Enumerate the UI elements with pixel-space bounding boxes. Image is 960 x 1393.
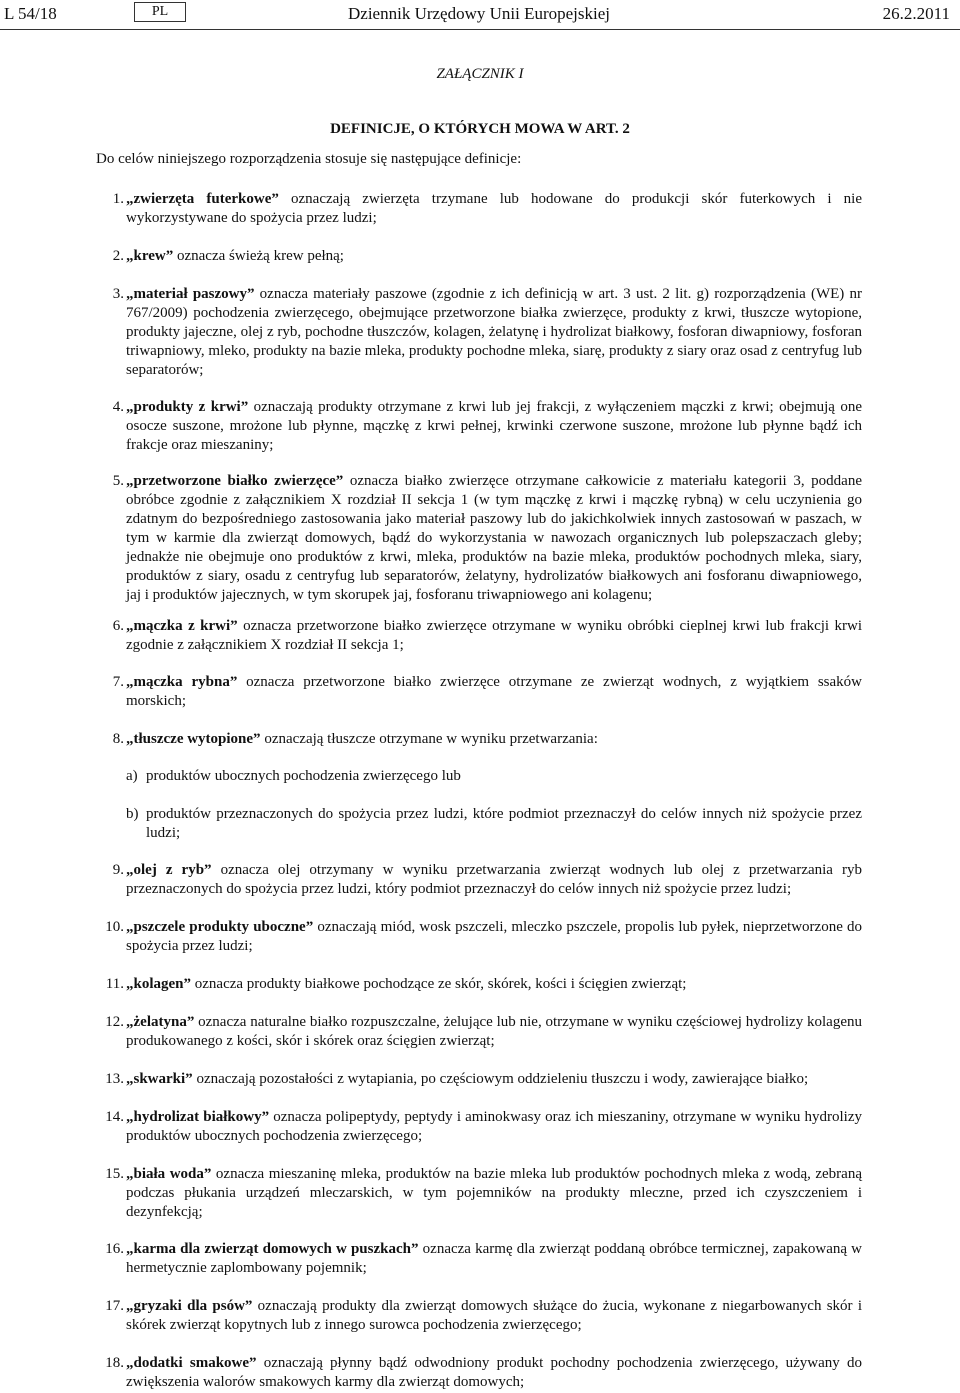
annex-heading: ZAŁĄCZNIK I	[436, 66, 524, 82]
defined-term: „materiał paszowy”	[126, 286, 255, 302]
definition-text: oznaczają miód, wosk pszczeli, mleczko pszczele, propolis lub pyłek, nieprzetworzone do spożycia przez ludzi;	[126, 919, 862, 954]
sub-item-letter: b)	[126, 806, 139, 822]
item-number: 14.	[105, 1109, 124, 1125]
item-number: 8.	[112, 731, 124, 747]
item-body	[126, 1297, 862, 1335]
definition-item	[96, 1070, 862, 1089]
defined-term: „kolagen”	[126, 976, 192, 992]
item-number: 15.	[105, 1166, 124, 1182]
definition-text: oznacza świeżą krew pełną;	[173, 248, 344, 264]
definition-item	[96, 398, 862, 455]
item-number: 3.	[112, 286, 124, 302]
sub-item	[126, 805, 862, 843]
item-number: 13.	[105, 1071, 124, 1087]
definition-text: oznacza białko zwierzęce otrzymane całkowicie z materiału kategorii 3, poddane obróbce zgodnie z załącznikiem X rozdział II sekcja 1 (w tym mączkę z krwi i mączkę rybną) w celu uczynienia go zdatnym do bezpośredniego zastosowania jako materiał paszowy lub do jakichkolwiek innych zastosowań w paszach, w tym w karmie dla zwierząt domowych, bądź do wykorzystania w nawozach organicznych lub polepszaczach gleby; jednakże nie obejmuje ono produktów z krwi, mleka, produktów na bazie mleka, produktów pochodnych mleka, siary, produktów z siary, osadu z centryfug lub separatorów, żelatyny, hydrolizatów białkowych ani fosforanu diwapniowego, jaj i produktów jajecznych, w tym skorupek jaj, fosforanu triwapniowego ani kolagenu;	[126, 473, 862, 603]
definition-item	[96, 673, 862, 711]
item-body	[126, 190, 862, 228]
defined-term: „skwarki”	[126, 1071, 193, 1087]
item-body	[126, 398, 862, 455]
definition-text: oznaczają pozostałości z wytapiania, po częściowym oddzieleniu tłuszczu i wody, zawierające białko;	[192, 1071, 809, 1087]
item-body	[126, 1240, 862, 1278]
page-header	[0, 0, 960, 30]
definition-item	[96, 975, 862, 994]
definition-item	[96, 285, 862, 380]
definition-item	[96, 730, 862, 749]
definition-text: oznacza produkty białkowe pochodzące ze skór, skórek, kości i ścięgien zwierząt;	[191, 976, 687, 992]
definition-text: oznaczają tłuszcze otrzymane w wyniku przetwarzania:	[260, 731, 598, 747]
journal-title: Dziennik Urzędowy Unii Europejskiej	[348, 4, 611, 23]
defined-term: „przetworzone białko zwierzęce”	[126, 473, 344, 489]
defined-term: „mączka z krwi”	[126, 618, 238, 634]
defined-term: „hydrolizat białkowy”	[126, 1109, 270, 1125]
item-number: 5.	[112, 473, 124, 489]
item-body	[126, 617, 862, 655]
item-number: 18.	[105, 1355, 124, 1371]
definition-text: oznacza przetworzone białko zwierzęce otrzymane ze zwierząt wodnych, z wyjątkiem ssaków morskich;	[126, 674, 863, 709]
definition-text: oznaczają płynny bądź odwodniony produkt pochodny pochodzenia zwierzęcego, używany do zwiększenia walorów smakowych karmy dla zwierząt domowych;	[126, 1355, 862, 1390]
language-badge: PL	[134, 2, 186, 22]
item-body	[126, 1013, 862, 1051]
definition-item	[96, 1297, 862, 1335]
defined-term: „żelatyna”	[126, 1014, 195, 1030]
definition-text: oznacza mieszaninę mleka, produktów na bazie mleka lub produktów pochodnych mleka z wodą, zebraną podczas płukania urządzeń mleczarskich, w tym pojemników na produkty mleczne, przed ich czyszczeniem i dezynfekcją;	[126, 1166, 862, 1220]
intro-text: Do celów niniejszego rozporządzenia stosuje się następujące definicje:	[96, 151, 522, 167]
item-body	[126, 247, 862, 266]
defined-term: „karma dla zwierząt domowych w puszkach”	[126, 1241, 419, 1257]
sub-item-text: produktów przeznaczonych do spożycia przez ludzi, które podmiot przeznaczył do celów innych niż spożycie przez ludzi;	[146, 806, 862, 841]
definition-text: oznacza karmę dla zwierząt poddaną obróbce termicznej, zapakowaną w hermetycznie zaplombowany pojemnik;	[126, 1241, 863, 1276]
page-reference: L 54/18	[4, 4, 57, 23]
definition-text: oznacza olej otrzymany w wyniku przetwarzania zwierząt wodnych lub olej z przetwarzania ryb przeznaczonych do spożycia przez ludzi, który podmiot przeznaczył do celów innych niż spożycie przez ludzi;	[126, 862, 862, 897]
sub-item-text: produktów ubocznych pochodzenia zwierzęcego lub	[146, 768, 461, 784]
definition-item	[96, 190, 862, 228]
definition-item	[96, 1165, 862, 1222]
item-body	[126, 975, 862, 994]
defined-term: „biała woda”	[126, 1166, 212, 1182]
definition-text: oznacza polipeptydy, peptydy i aminokwasy oraz ich mieszaniny, otrzymane w wyniku hydrolizy produktów ubocznych pochodzenia zwierzęcego;	[126, 1109, 862, 1144]
definition-item	[96, 247, 862, 266]
defined-term: „olej z ryb”	[126, 862, 212, 878]
item-body	[126, 918, 862, 956]
sub-item	[126, 767, 862, 786]
item-body	[126, 285, 862, 380]
item-number: 17.	[105, 1298, 124, 1314]
item-number: 1.	[112, 191, 124, 207]
defined-term: „dodatki smakowe”	[126, 1355, 257, 1371]
definition-item	[96, 1240, 862, 1278]
definition-item	[96, 1013, 862, 1051]
definition-item	[96, 472, 862, 605]
definition-text: oznacza materiały paszowe (zgodnie z ich definicją w art. 3 ust. 2 lit. g) rozporządzenia (WE) nr 767/2009) pochodzenia zwierzęcego, obejmujące przetworzone białka zwierzęce, produkty z krwi, tłuszcze wytopione, produkty jajeczne, olej z ryb, pochodne tłuszczów, kolagen, żelatynę i hydrolizat białkowy, fosforan diwapniowy, fosforan triwapniowy, mleko, produkty na bazie mleka, produkty pochodne mleka, siarę, produkty z siary oraz osad z centryfug lub separatorów;	[126, 286, 862, 378]
publication-date: 26.2.2011	[882, 4, 950, 23]
item-number: 10.	[105, 919, 124, 935]
defined-term: „zwierzęta futerkowe”	[126, 191, 279, 207]
item-number: 16.	[105, 1241, 124, 1257]
defined-term: „gryzaki dla psów”	[126, 1298, 253, 1314]
item-number: 2.	[112, 248, 124, 264]
item-number: 7.	[112, 674, 124, 690]
definition-text: oznaczają zwierzęta trzymane lub hodowane do produkcji skór futerkowych i nie wykorzystywane do spożycia przez ludzi;	[126, 191, 862, 226]
item-body	[126, 1165, 862, 1222]
definition-text: oznaczają produkty dla zwierząt domowych służące do żucia, wykonane z niegarbowanych skór i skórek zwierząt kopytnych lub z innego surowca pochodzenia zwierzęcego;	[126, 1298, 862, 1333]
definition-text: oznaczają produkty otrzymane z krwi lub jej frakcji, z wyłączeniem mączki z krwi; obejmują one osocze suszone, mrożone lub płynne, mączkę z krwi pełnej, krwinki czerwone suszone, mrożone lub płynne bądź ich frakcje oraz mieszaniny;	[126, 399, 862, 453]
item-body	[126, 472, 862, 605]
item-number: 4.	[112, 399, 124, 415]
item-body	[126, 730, 862, 749]
defined-term: „produkty z krwi”	[126, 399, 249, 415]
item-number: 9.	[112, 862, 124, 878]
item-number: 6.	[112, 618, 124, 634]
defined-term: „krew”	[126, 248, 174, 264]
item-body	[126, 1070, 862, 1089]
item-number: 11.	[105, 976, 124, 992]
definition-item	[96, 1354, 862, 1392]
section-title: DEFINICJE, O KTÓRYCH MOWA W ART. 2	[330, 121, 630, 137]
definition-item	[96, 1108, 862, 1146]
definition-item	[96, 617, 862, 655]
defined-term: „tłuszcze wytopione”	[126, 731, 261, 747]
item-body	[126, 673, 862, 711]
defined-term: „pszczele produkty uboczne”	[126, 919, 314, 935]
item-number: 12.	[105, 1014, 124, 1030]
definition-text: oznacza naturalne białko rozpuszczalne, żelujące lub nie, otrzymane w wyniku częściowej hydrolizy kolagenu produkowanego z kości, skór i skórek oraz ścięgien zwierząt;	[126, 1014, 862, 1049]
definition-text: oznacza przetworzone białko zwierzęce otrzymane w wyniku obróbki cieplnej krwi lub frakcji krwi zgodnie z załącznikiem X rozdział II sekcja 1;	[126, 618, 863, 653]
defined-term: „mączka rybna”	[126, 674, 238, 690]
definition-item	[96, 918, 862, 956]
item-body	[126, 861, 862, 899]
header-rule	[0, 29, 960, 30]
item-body	[126, 1108, 862, 1146]
item-body	[126, 1354, 862, 1392]
definition-item	[96, 861, 862, 899]
sub-item-letter: a)	[126, 768, 138, 784]
